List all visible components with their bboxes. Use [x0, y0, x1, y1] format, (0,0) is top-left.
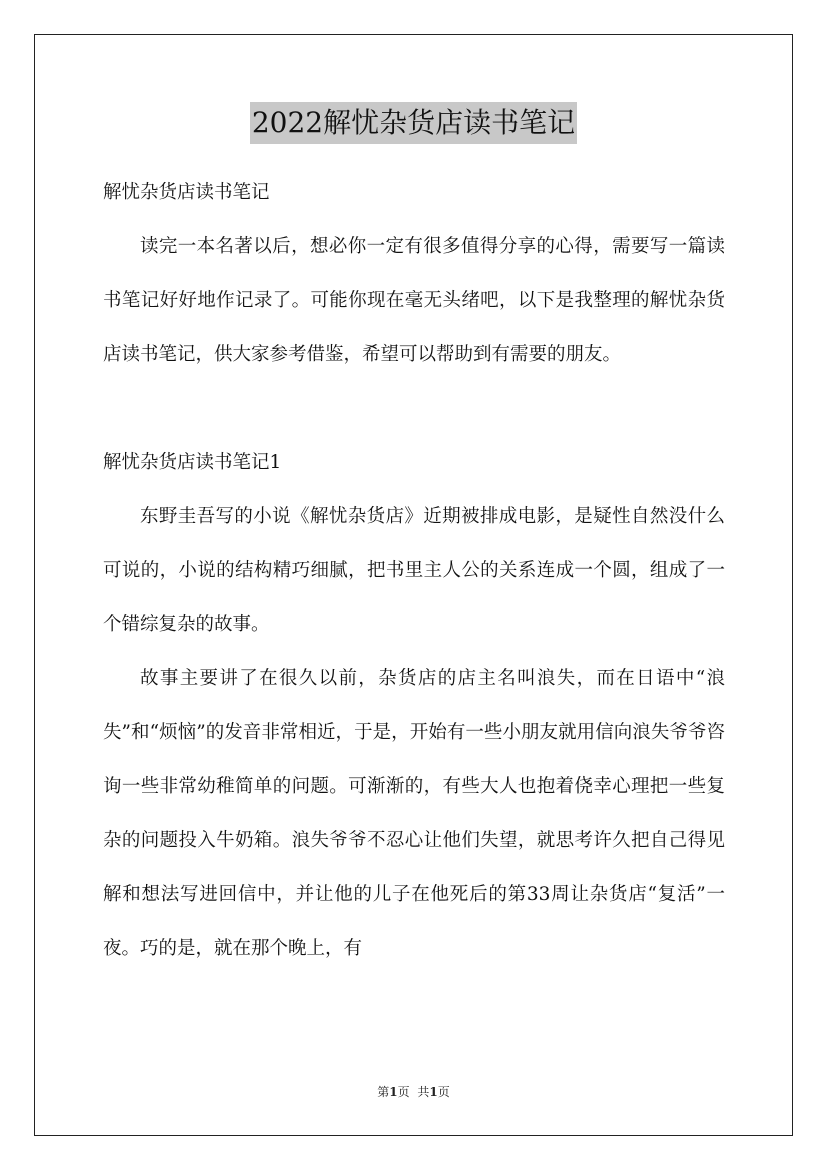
page-number: 1: [389, 1085, 398, 1099]
total-label-suffix: 页: [437, 1085, 450, 1099]
total-pages: 1: [429, 1085, 438, 1099]
title-area: [0, 102, 827, 144]
body-paragraph-1: 东野圭吾写的小说《解忧杂货店》近期被排成电影，是疑性自然没什么可说的，小说的结构精巧细腻，把书里主人公的关系连成一个圆，组成了一个错综复杂的故事。: [103, 506, 725, 635]
subtitle: 解忧杂货店读书笔记: [103, 182, 270, 203]
blank-line: [103, 382, 725, 436]
page-label-suffix: 页: [397, 1085, 410, 1099]
document-body: [103, 166, 725, 976]
page-label-prefix: 第: [377, 1085, 390, 1099]
page-footer: [0, 1083, 827, 1100]
section-heading: 解忧杂货店读书笔记1: [103, 452, 282, 473]
body-paragraph-2: 故事主要讲了在很久以前，杂货店的店主名叫浪失，而在日语中“浪失”和“烦恼”的发音非常相近，于是，开始有一些小朋友就用信向浪失爷爷咨询一些非常幼稚简单的问题。可渐渐的，有些大人也抱着侥幸心理把一些复杂的问题投入牛奶箱。浪失爷爷不忍心让他们失望，就思考许久把自己得见解和想法写进回信中，并让他的儿子在他死后的第33周让杂货店“复活”一夜。巧的是，就在那个晚上，有: [103, 668, 725, 959]
intro-paragraph: 读完一本名著以后，想必你一定有很多值得分享的心得，需要写一篇读书笔记好好地作记录了。可能你现在毫无头绪吧，以下是我整理的解忧杂货店读书笔记，供大家参考借鉴，希望可以帮助到有需要的朋友。: [103, 236, 725, 365]
document-title: 2022解忧杂货店读书笔记: [250, 102, 577, 144]
total-label-prefix: 共: [417, 1085, 430, 1099]
